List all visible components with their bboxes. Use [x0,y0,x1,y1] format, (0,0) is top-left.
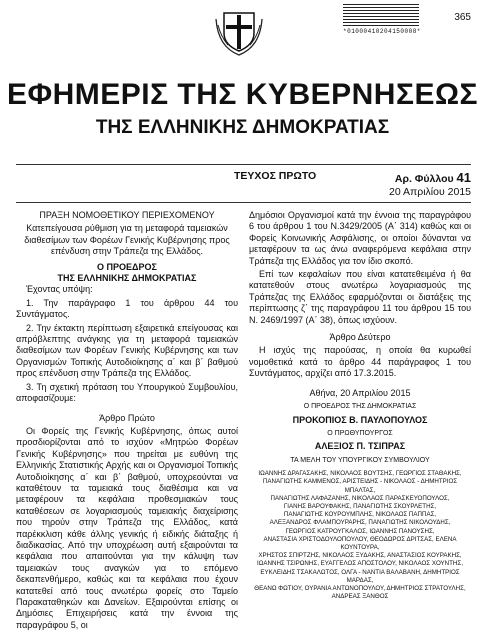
cabinet-member-line: ΑΛΕΞΑΝΔΡΟΣ ΦΛΑΜΠΟΥΡΑΡΗΣ, ΠΑΝΑΓΙΩΤΗΣ ΝΙΚΟΛΟΥΔΗΣ, [269,519,451,527]
cabinet-members [249,470,471,601]
right-column [249,210,471,601]
left-column [16,210,238,633]
article-1-title: Άρθρο Πρώτο [99,412,155,423]
greek-coat-of-arms-icon [212,5,266,61]
place-date: Αθήνα, 20 Απριλίου 2015 [309,387,411,398]
cabinet-member-line: ΙΩΑΝΝΗΣ ΤΣΙΡΩΝΗΣ, ΕΥΑΓΓΕΛΟΣ ΑΠΟΣΤΟΛΟΥ, ΝΙΚΟΛΑΟΣ ΧΟΥΝΤΗΣ, [257,560,463,568]
issue-sheet [395,170,471,185]
article-1-text: Οι Φορείς της Γενικής Κυβέρνησης, όπως αυτοί προσδιορίζονται από το ισχύον «Μητρώο Φορέων Γενικής Κυβέρνησης» που τηρείται με ευθύνη της Ελληνικής Στατιστικής Αρχής και οι Οργανισμοί Τοπικής Αυτοδιοίκησης α΄ και β΄ βαθμού, υποχρεούνται να καταθέτουν τα ταμειακά τους διαθέσιμα και να μεταφέρουν τα κεφάλαια προθεσμιακών τους καταθέσεων σε λογαριασμούς ταμειακής διαχείρισης που τηρούν στην Τράπεζα της Ελλάδος, κατά παρέκκλιση κάθε άλλης γενικής ή ειδικής διάταξης ή διαδικασίας. Από την υποχρέωση αυτή εξαιρούνται τα κεφάλαια που απαιτούνται για την κάλυψη των ταμειακών τους αναγκών για το επόμενο δεκαπενθήμερο, καθώς και τα κεφάλαια που έχουν κατατεθεί από τους ανωτέρω φορείς στο Ταμείο Παρακαταθηκών και Δανείων. Εξαιρούνται επίσης οι Δημόσιες Επιχειρήσεις κατά την έννοια της παραγράφου 5, οι [16,425,238,630]
barcode-stamp [343,4,419,35]
act-title: Κατεπείγουσα ρύθμιση για τη μεταφορά ταμειακών διαθεσίμων των Φορέων Γενικής Κυβέρνησης προς επένδυση στην Τράπεζα της Ελλάδος. [24,223,230,257]
considering: Έχοντας υπόψη: [26,284,93,295]
issue-series: ΤΕΥΧΟΣ ΠΡΩΤΟ [234,170,317,182]
cabinet-member-line: ΘΕΑΝΩ ΦΩΤΙΟΥ, ΟΥΡΑΝΙΑ ΑΝΤΩΝΟΠΟΥΛΟΥ, ΔΗΜΗΤΡΙΟΣ ΣΤΡΑΤΟΥΛΗΣ, [254,584,466,592]
consideration-3: 3. Τη σχετική πρόταση του Υπουργικού Συμβουλίου, αποφασίζουμε: [16,381,238,404]
consideration-2: 2. Την έκτακτη περίπτωση εξαιρετικά επείγουσας και απρόβλεπτης ανάγκης για τη μεταφορά ταμειακών διαθεσίμων των Φορέων Γενικής Κυβέρνησης και των Οργανισμών Τοπικής Αυτοδιοίκησης α΄ και β΄ βαθμού προς επένδυση στην Τράπεζα της Ελλάδος. [16,322,238,379]
masthead [0,78,485,139]
cabinet-member-line: ΕΥΚΛΕΙΔΗΣ ΤΣΑΚΑΛΩΤΟΣ, ΟΛΓΑ - ΝΑΝΤΙΑ ΒΑΛΑΒΑΝΗ, ΔΗΜΗΤΡΙΟΣ ΜΑΡΔΑΣ, [260,568,460,584]
article-1-continuation: Δημόσιοι Οργανισμοί κατά την έννοια της παραγράφου 6 του άρθρου 1 του Ν.3429/2005 (Α΄ 314) καθώς και οι Φορείς Κοινωνικής Ασφάλισης, οι οποίοι δύνανται να μεταφέρουν τα ως άνω αναφερόμενα κεφάλαια στην Τράπεζα της Ελλάδος για τον ίδιο σκοπό. [249,210,471,266]
cabinet-member-line: ΙΩΑΝΝΗΣ ΔΡΑΓΑΣΑΚΗΣ, ΝΙΚΟΛΑΟΣ ΒΟΥΤΣΗΣ, ΓΕΩΡΓΙΟΣ ΣΤΑΘΑΚΗΣ, [258,470,462,478]
cabinet-member-line: ΑΝΔΡΕΑΣ ΞΑΝΘΟΣ [331,593,389,601]
page-number: 365 [454,12,471,23]
divider-top [16,164,471,165]
issue-date: 20 Απριλίου 2015 [388,186,471,198]
cabinet-member-line: ΠΑΝΑΓΙΩΤΗΣ ΚΟΥΡΟΥΜΠΛΗΣ, ΝΙΚΟΛΑΟΣ ΠΑΠΠΑΣ, [283,511,437,519]
president-heading-line2: ΤΗΣ ΕΛΛΗΝΙΚΗΣ ΔΗΜΟΚΡΑΤΙΑΣ [57,273,197,284]
act-type: ΠΡΑΞΗ ΝΟΜΟΘΕΤΙΚΟΥ ΠΕΡΙΕΧΟΜΕΝΟΥ [39,210,215,220]
barcode-icon [343,4,419,26]
president-heading-line1: Ο ΠΡΟΕΔΡΟΣ [97,261,157,272]
stamp-code: *01000410204150008* [343,28,421,35]
cabinet-member-line: ΧΡΗΣΤΟΣ ΣΠΙΡΤΖΗΣ, ΝΙΚΟΛΑΟΣ ΞΥΔΑΚΗΣ, ΑΝΑΣΤΑΣΙΟΣ ΚΟΥΡΑΚΗΣ, [258,552,462,560]
pm-name: ΑΛΕΞΙΟΣ Π. ΤΣΙΠΡΑΣ [314,441,406,452]
president-heading [16,262,238,285]
consideration-1: 1. Την παράγραφο 1 του άρθρου 44 του Συντάγματος. [16,297,238,320]
pm-title: Ο ΠΡΩΘΥΠΟΥΡΓΟΣ [327,429,393,437]
divider-bottom [16,202,471,203]
president-name: ΠΡΟΚΟΠΙΟΣ Β. ΠΑΥΛΟΠΟΥΛΟΣ [292,414,428,425]
cabinet-title: ΤΑ ΜΕΛΗ ΤΟΥ ΥΠΟΥΡΓΙΚΟΥ ΣΥΜΒΟΥΛΙΟΥ [290,456,430,464]
sheet-label: Αρ. Φύλλου [394,173,454,185]
sheet-number: 41 [456,170,471,185]
article-1-paragraph-2: Επί των κεφαλαίων που είναι κατατεθειμένα ή θα κατατεθούν στους ανωτέρω λογαριασμούς της Τράπεζας της Ελλάδος εφαρμόζονται οι διατάξεις της περίπτωσης ζ΄ της παραγράφου 11 του άρθρου 15 του Ν. 2469/1997 (Α΄ 38), όπως ισχύουν. [249,269,471,325]
cabinet-member-line: ΓΙΑΝΗΣ ΒΑΡΟΥΦΑΚΗΣ, ΠΑΝΑΓΙΩΤΗΣ ΣΚΟΥΡΛΕΤΗΣ, [283,502,437,510]
article-2-text: Η ισχύς της παρούσας, η οποία θα κυρωθεί νομοθετικά κατά το άρθρο 44 παράγραφος 1 του Συντάγματος, αρχίζει από 17.3.2015. [249,345,471,379]
cabinet-member-line: ΓΕΩΡΓΙΟΣ ΚΑΤΡΟΥΓΚΑΛΟΣ, ΙΩΑΝΝΗΣ ΠΑΝΟΥΣΗΣ, [285,527,435,535]
cabinet-member-line: ΠΑΝΑΓΙΩΤΗΣ ΚΑΜΜΕΝΟΣ, ΑΡΙΣΤΕΙΔΗΣ - ΝΙΚΟΛΑΟΣ - ΔΗΜΗΤΡΙΟΣ ΜΠΑΛΤΑΣ, [262,478,458,494]
gazette-subtitle: ΤΗΣ ΕΛΛΗΝΙΚΗΣ ΔΗΜΟΚΡΑΤΙΑΣ [95,117,390,138]
cabinet-member-line: ΑΝΑΣΤΑΣΙΑ ΧΡΙΣΤΟΔΟΥΛΟΠΟΥΛΟΥ, ΘΕΟΔΩΡΟΣ ΔΡΙΤΣΑΣ, ΕΛΕΝΑ ΚΟΥΝΤΟΥΡΑ, [263,535,457,551]
article-2-title: Άρθρο Δεύτερο [329,332,391,343]
gazette-title: ΕΦΗΜΕΡΙΣ ΤΗΣ ΚΥΒΕΡΝΗΣΕΩΣ [6,78,479,111]
cabinet-member-line: ΠΑΝΑΓΙΩΤΗΣ ΛΑΦΑΖΑΝΗΣ, ΝΙΚΟΛΑΟΣ ΠΑΡΑΣΚΕΥΟΠΟΥΛΟΣ, [270,494,450,502]
president-title: Ο ΠΡΟΕΔΡΟΣ ΤΗΣ ΔΗΜΟΚΡΑΤΙΑΣ [303,403,417,411]
